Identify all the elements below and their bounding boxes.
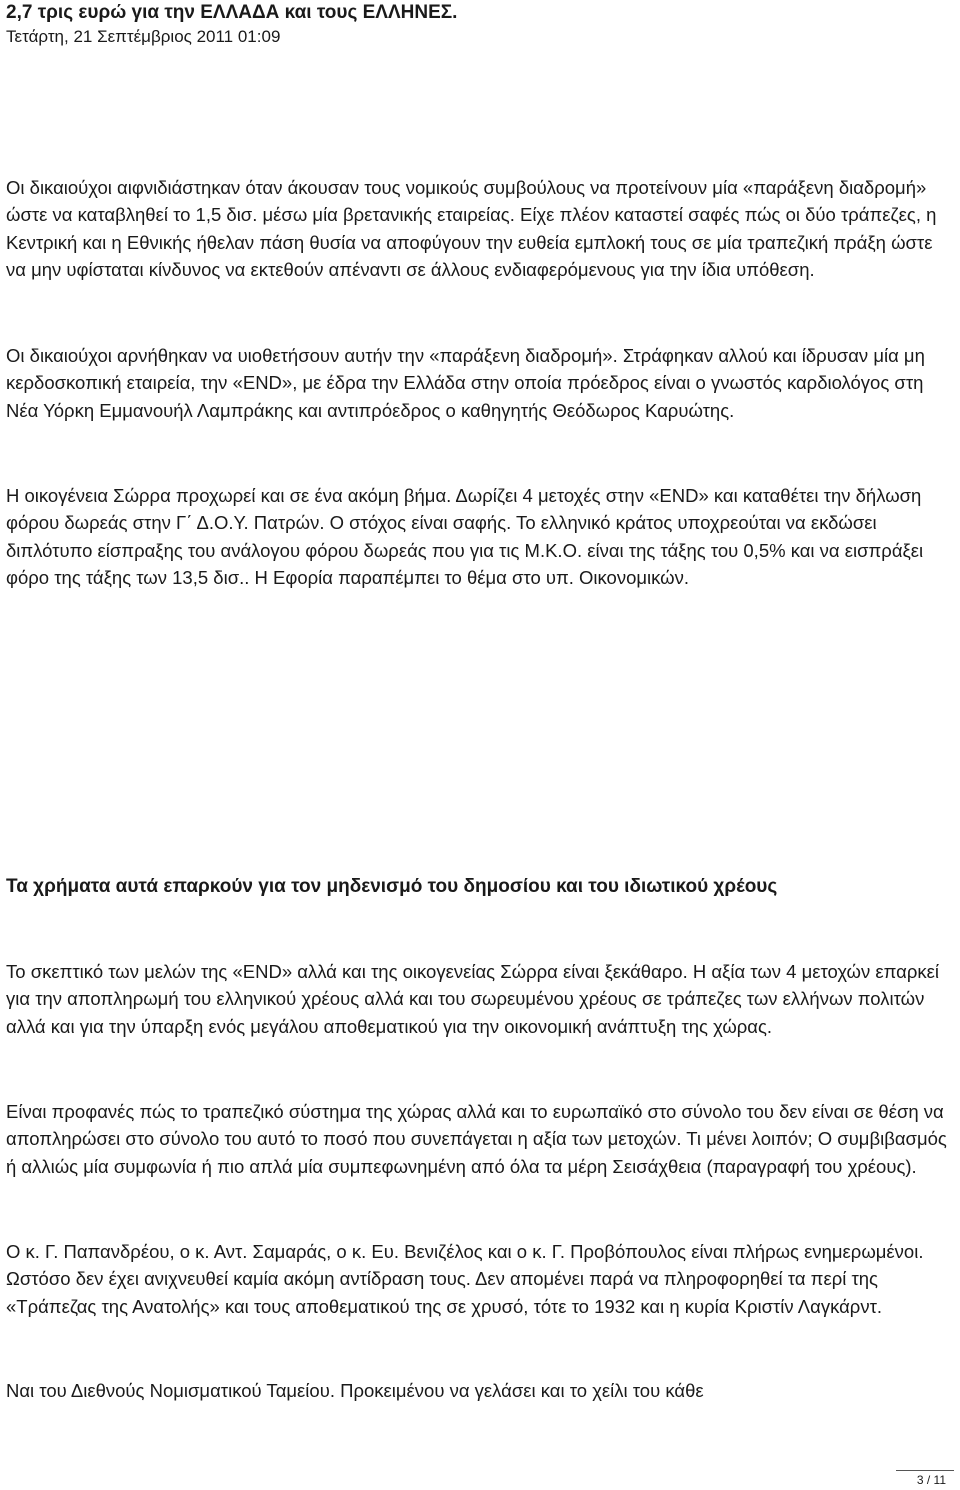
paragraph: Οι δικαιούχοι αιφνιδιάστηκαν όταν άκουσαν τους νομικούς συμβούλους να προτείνουν μία «παράξενη διαδρομή» ώστε να καταβληθεί το 1,5 δισ. μέσω μία βρετανικής εταιρείας. Είχε πλέον καταστεί σαφές πώς οι δύο τράπεζες, η Κεντρική και η Εθνικής ήθελαν πάση θυσία να αποφύγουν την ευθεία εμπλοκή τους σε μία τραπεζική πράξη ώστε να μην υφίσταται κίνδυνος να εκτεθούν απέναντι σε άλλους ενδιαφερόμενους για την ίδια υπόθεση.	[6, 177, 937, 281]
footer-divider	[896, 1470, 954, 1471]
article-title: 2,7 τρις ευρώ για την ΕΛΛΑΔΑ και τους ΕΛΛΗΝΕΣ.	[6, 2, 458, 23]
paragraph: Η οικογένεια Σώρρα προχωρεί και σε ένα ακόμη βήμα. Δωρίζει 4 μετοχές στην «END» και καταθέτει την δήλωση φόρου δωρεάς στην Γ΄ Δ.Ο.Υ. Πατρών. Ο στόχος είναι σαφής. Το ελληνικό κράτος υποχρεούται να εκδώσει διπλότυπο είσπραξης του ανάλογου φόρου δωρεάς που για τις Μ.Κ.Ο. είναι της τάξης του 0,5% και να εισπράξει φόρο της τάξης των 13,5 δισ.. Η Εφορία παραπέμπει το θέμα στο υπ. Οικονομικών.	[6, 485, 924, 589]
article-date: Τετάρτη, 21 Σεπτέμβριος 2011 01:09	[6, 27, 281, 46]
section-heading: Τα χρήματα αυτά επαρκούν για τον μηδενισμό του δημοσίου και του ιδιωτικού χρέους	[6, 876, 778, 897]
paragraph: Οι δικαιούχοι αρνήθηκαν να υιοθετήσουν αυτήν την «παράξενη διαδρομή». Στράφηκαν αλλού και ίδρυσαν μία μη κερδοσκοπική εταιρεία, την «END», με έδρα την Ελλάδα στην οποία πρόεδρος είναι ο γνωστός καρδιολόγος στη Νέα Υόρκη Εμμανουήλ Λαμπράκης και αντιπρόεδρος ο καθηγητής Θεόδωρος Καρυώτης.	[6, 345, 925, 421]
paragraph: Ο κ. Γ. Παπανδρέου, ο κ. Αντ. Σαμαράς, ο κ. Ευ. Βενιζέλος και ο κ. Γ. Προβόπουλος είναι πλήρως ενημερωμένοι. Ωστόσο δεν έχει ανιχνευθεί καμία ακόμη αντίδραση τους. Δεν απομένει παρά να πληροφορηθεί τα περί της «Τράπεζας της Ανατολής» και τους αποθεματικού της σε χρυσό, τότε το 1932 και η κυρία Κριστίν Λαγκάρντ.	[6, 1241, 924, 1317]
paragraph: Είναι προφανές πώς το τραπεζικό σύστημα της χώρας αλλά και το ευρωπαϊκό στο σύνολο του δεν είναι σε θέση να αποπληρώσει στο σύνολο του αυτό το ποσό που συνεπάγεται η αξία των μετοχών. Τι μένει λοιπόν; Ο συμβιβασμός ή αλλιώς μία συμφωνία ή πιο απλά μία συμπεφωνημένη από όλα τα μέρη Σεισάχθεια (παραγραφή του χρέους).	[6, 1101, 947, 1177]
paragraph: Ναι του Διεθνούς Νομισματικού Ταμείου. Προκειμένου να γελάσει και το χείλι του κάθε	[6, 1380, 704, 1401]
paragraph: Το σκεπτικό των μελών της «END» αλλά και της οικογενείας Σώρρα είναι ξεκάθαρο. Η αξία των 4 μετοχών επαρκεί για την αποπληρωμή του ελληνικού χρέους αλλά και του σωρευμένου χρέους σε τράπεζες των ελλήνων πολιτών αλλά και για την ύπαρξη ενός μεγάλου αποθεματικού για την οικονομική ανάπτυξη της χώρας.	[6, 961, 939, 1037]
page-number: 3 / 11	[916, 1473, 946, 1487]
